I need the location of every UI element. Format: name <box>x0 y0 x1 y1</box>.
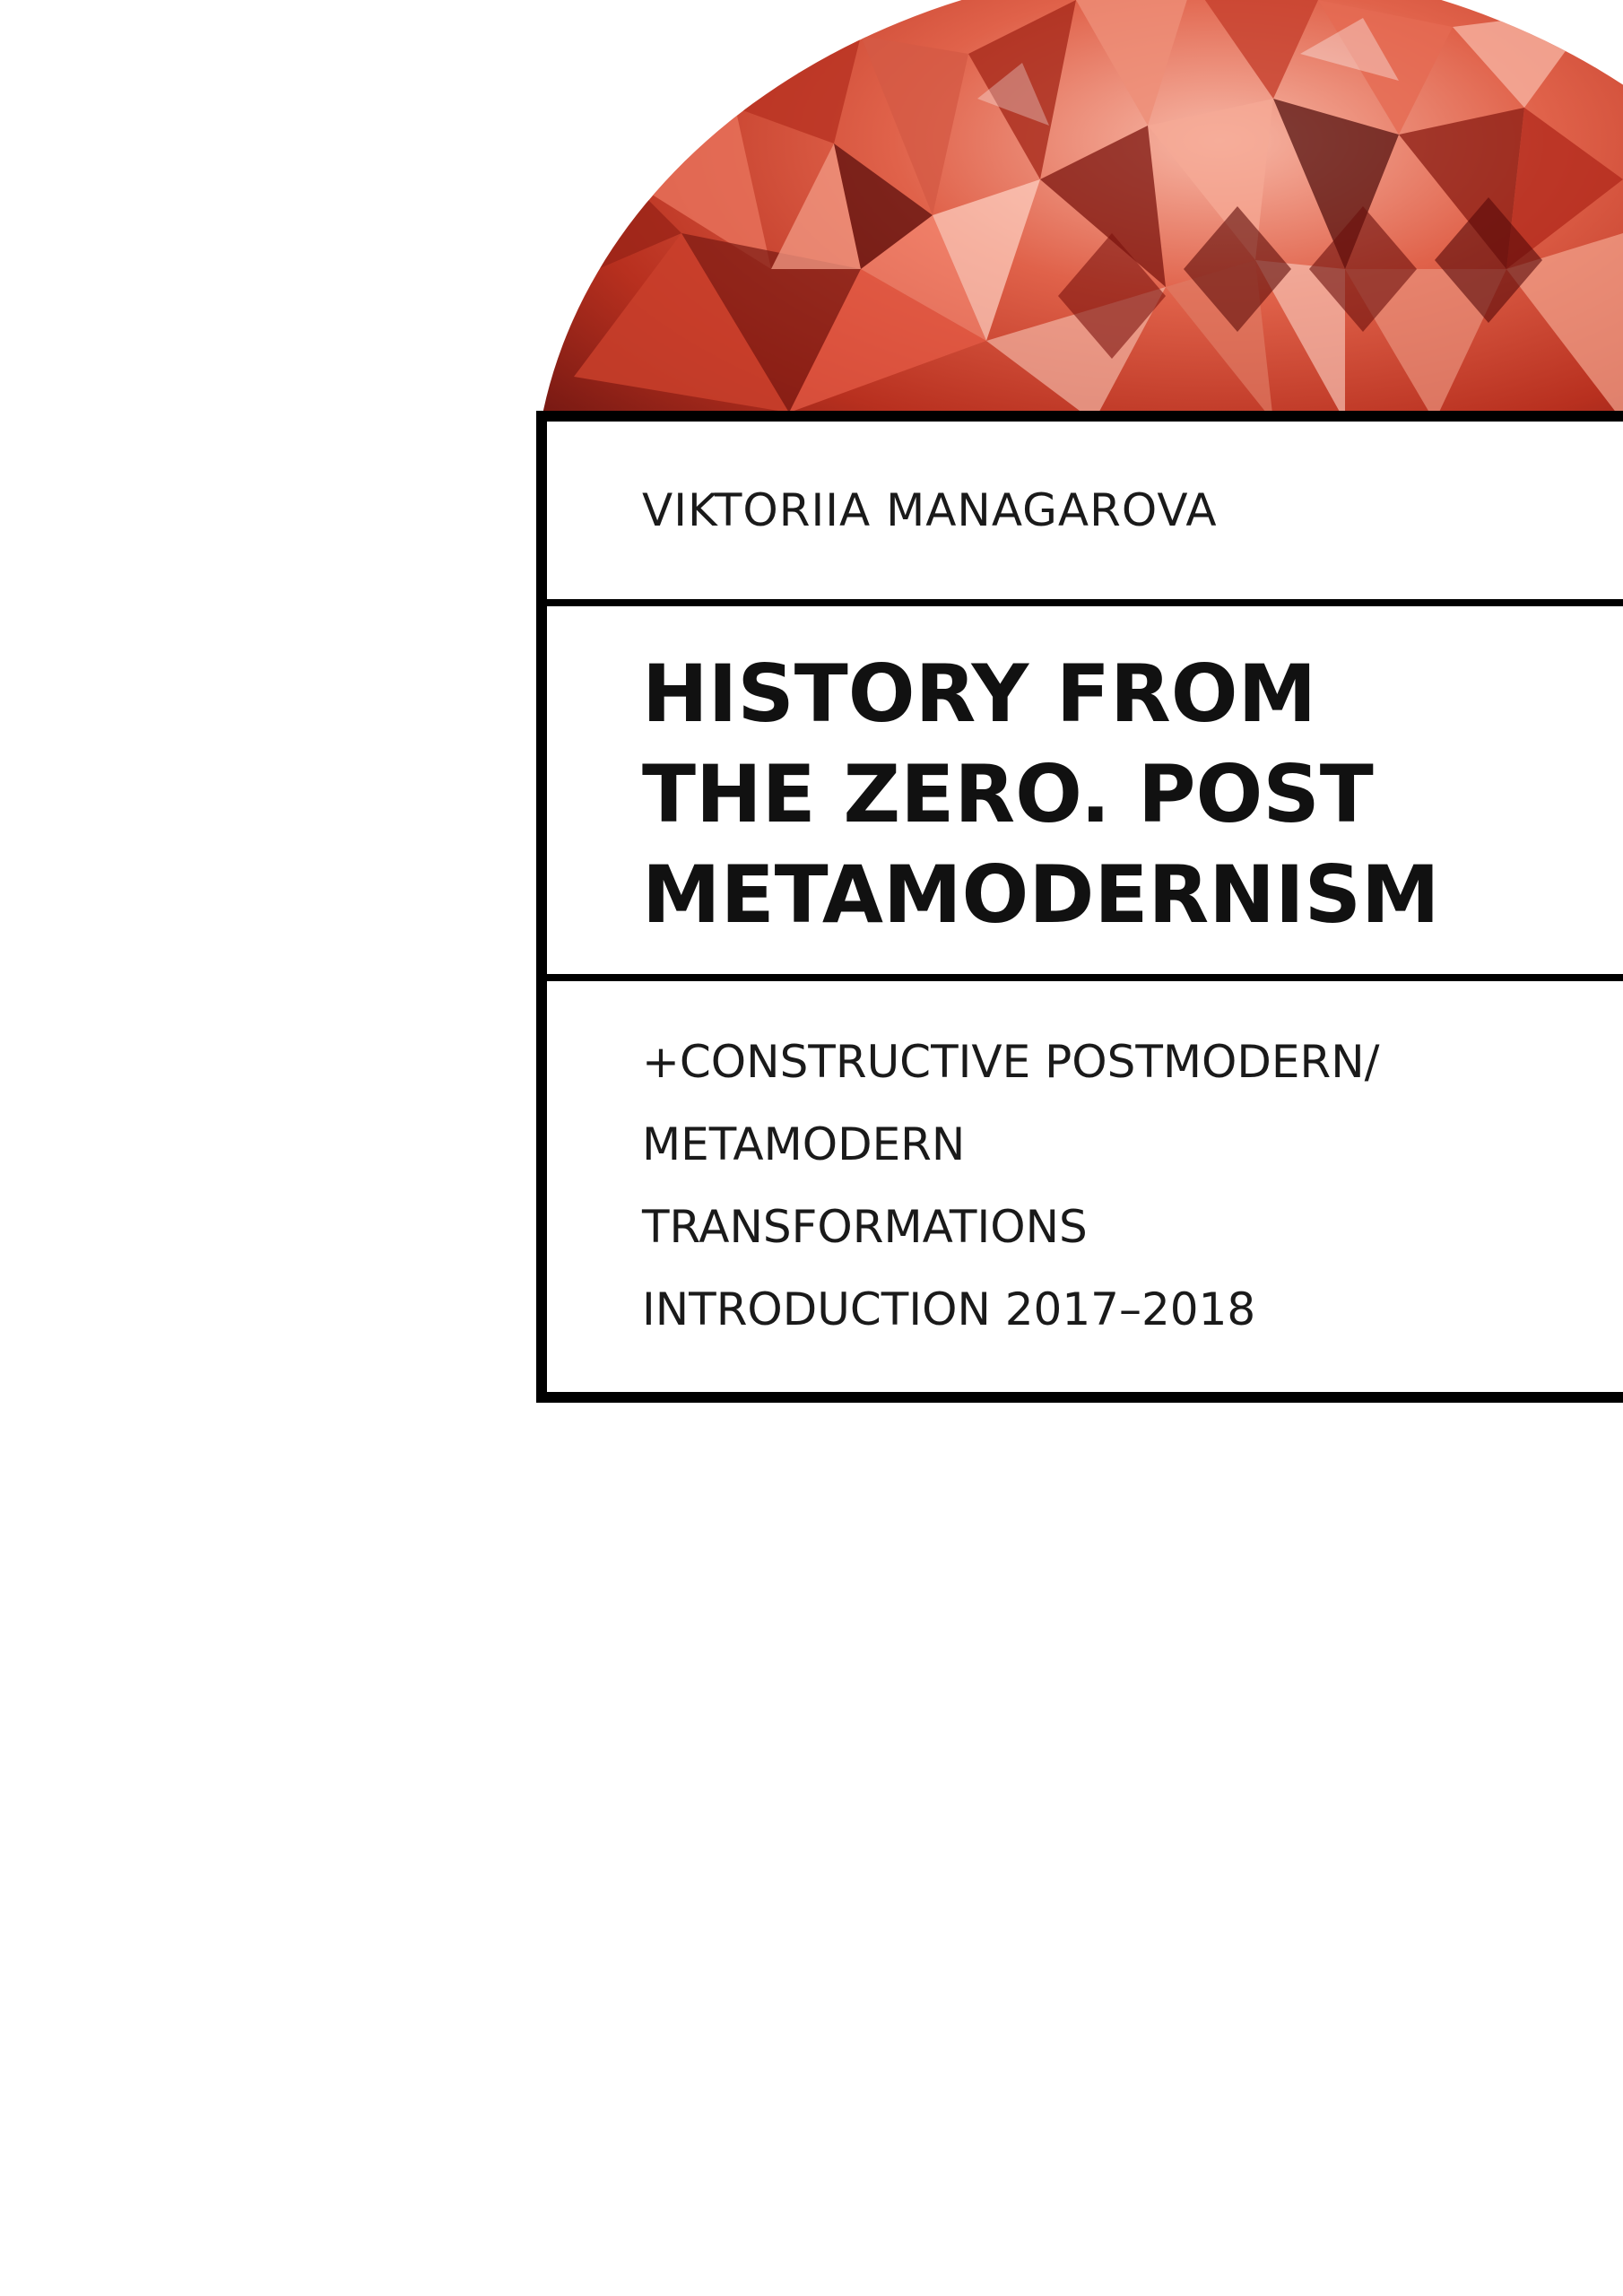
subtitle-line-3: TRANSFORMATIONS <box>642 1201 1088 1253</box>
book-title <box>642 644 1623 945</box>
subtitle-line-4: INTRODUCTION 2017–2018 <box>642 1283 1256 1335</box>
title-row <box>547 599 1623 981</box>
author-name: VIKTORIIA MANAGAROVA <box>642 484 1218 536</box>
subtitle-line-2: METAMODERN <box>642 1118 966 1170</box>
title-line-2: THE ZERO. POST <box>642 748 1374 840</box>
title-panel <box>536 411 1623 1403</box>
book-subtitle <box>642 1021 1623 1351</box>
gemstone-image <box>0 0 1623 422</box>
title-line-1: HISTORY FROM <box>642 648 1317 740</box>
title-line-3: METAMODERNISM <box>642 848 1440 941</box>
subtitle-row <box>547 981 1623 1351</box>
author-row <box>547 422 1623 599</box>
gemstone-icon <box>0 0 1623 422</box>
subtitle-line-1: +CONSTRUCTIVE POSTMODERN/ <box>642 1036 1380 1088</box>
